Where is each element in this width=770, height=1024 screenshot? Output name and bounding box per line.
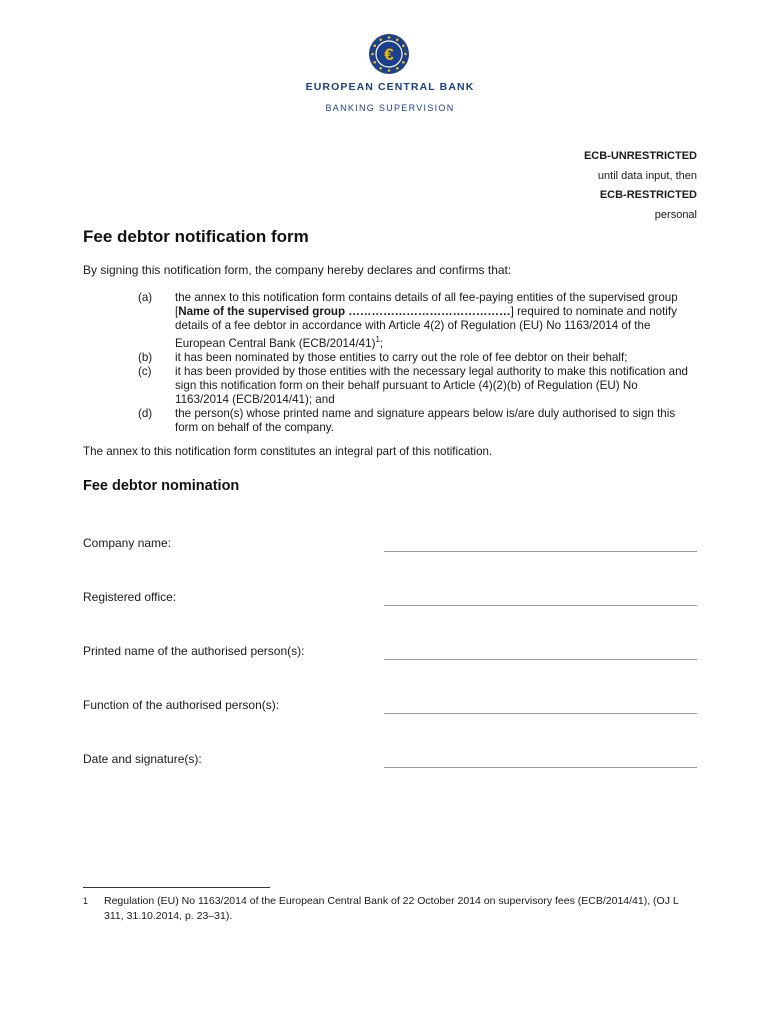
classification-line-2: until data input, then [597, 169, 697, 182]
footnote-ref: 1 [375, 335, 380, 344]
supervised-group-placeholder: Name of the supervised group …………………………………… [178, 305, 511, 318]
footnote-text: Regulation (EU) No 1163/2014 of the European Central Bank of 22 October 2014 on supervisory fees (ECB/2014/41), (OJ L 311, 31.10.2014, p. 23–31). [104, 895, 679, 922]
item-text: it has been nominated by those entities to carry out the role of fee debtor on their behalf; [175, 350, 628, 364]
date-signature-label: Date and signature(s): [83, 752, 202, 766]
item-text: it has been provided by those entities with the necessary legal authority to make this notification and sign this notification form on their behalf pursuant to Article (4)(2)(b) of Regulation (EU) No 1163/2014 (ECB/2014/41); and [175, 364, 689, 406]
classification-block [584, 147, 697, 225]
ecb-logo-emblem-icon [368, 33, 410, 75]
item-text-part: ] required to nominate and notify details of a fee debtor in accordance with Article 4(2) of Regulation (EU) No 1163/2014 of the European Central Bank (ECB/2014/41) [175, 305, 677, 350]
list-item [83, 291, 693, 351]
logo-subtitle: BANKING SUPERVISION [325, 103, 455, 113]
svg-text:€: € [384, 45, 394, 64]
classification-line-1: ECB-UNRESTRICTED [583, 150, 697, 162]
footnote-divider [83, 887, 270, 888]
page-title: Fee debtor notification form [83, 227, 309, 246]
item-label: (c) [138, 364, 152, 378]
classification-line-3: ECB-RESTRICTED [599, 189, 697, 201]
date-signature-field[interactable] [384, 767, 697, 768]
item-text-part: the annex to this notification form contains details of all fee-paying entities of the supervised group [ [175, 291, 678, 318]
classification-line-4: personal [654, 208, 697, 221]
item-label: (b) [138, 350, 153, 364]
item-label: (d) [138, 406, 153, 420]
list-item [83, 351, 693, 365]
item-text: the person(s) whose printed name and signature appears below is/are duly authorised to sign this form on behalf of the company. [175, 406, 676, 434]
company-name-label: Company name: [83, 536, 172, 550]
list-item [83, 365, 693, 407]
list-item [83, 407, 693, 435]
company-name-field[interactable] [384, 551, 697, 552]
authorised-person-name-label: Printed name of the authorised person(s): [83, 644, 305, 658]
section-heading: Fee debtor nomination [83, 478, 240, 494]
registered-office-label: Registered office: [83, 590, 177, 604]
footnote [83, 894, 683, 924]
footnote-number: 1 [83, 896, 89, 906]
item-label: (a) [138, 291, 153, 304]
annex-note: The annex to this notification form constitutes an integral part of this notification. [83, 445, 493, 458]
item-text-part: ; [379, 336, 384, 350]
registered-office-field[interactable] [384, 605, 697, 606]
logo-bank-name: EUROPEAN CENTRAL BANK [305, 81, 475, 93]
intro-text: By signing this notification form, the company hereby declares and confirms that: [83, 263, 512, 277]
authorised-person-name-field[interactable] [384, 659, 697, 660]
authorised-person-function-label: Function of the authorised person(s): [83, 698, 280, 712]
item-text [175, 291, 693, 351]
authorised-person-function-field[interactable] [384, 713, 697, 714]
declaration-list [83, 291, 693, 435]
